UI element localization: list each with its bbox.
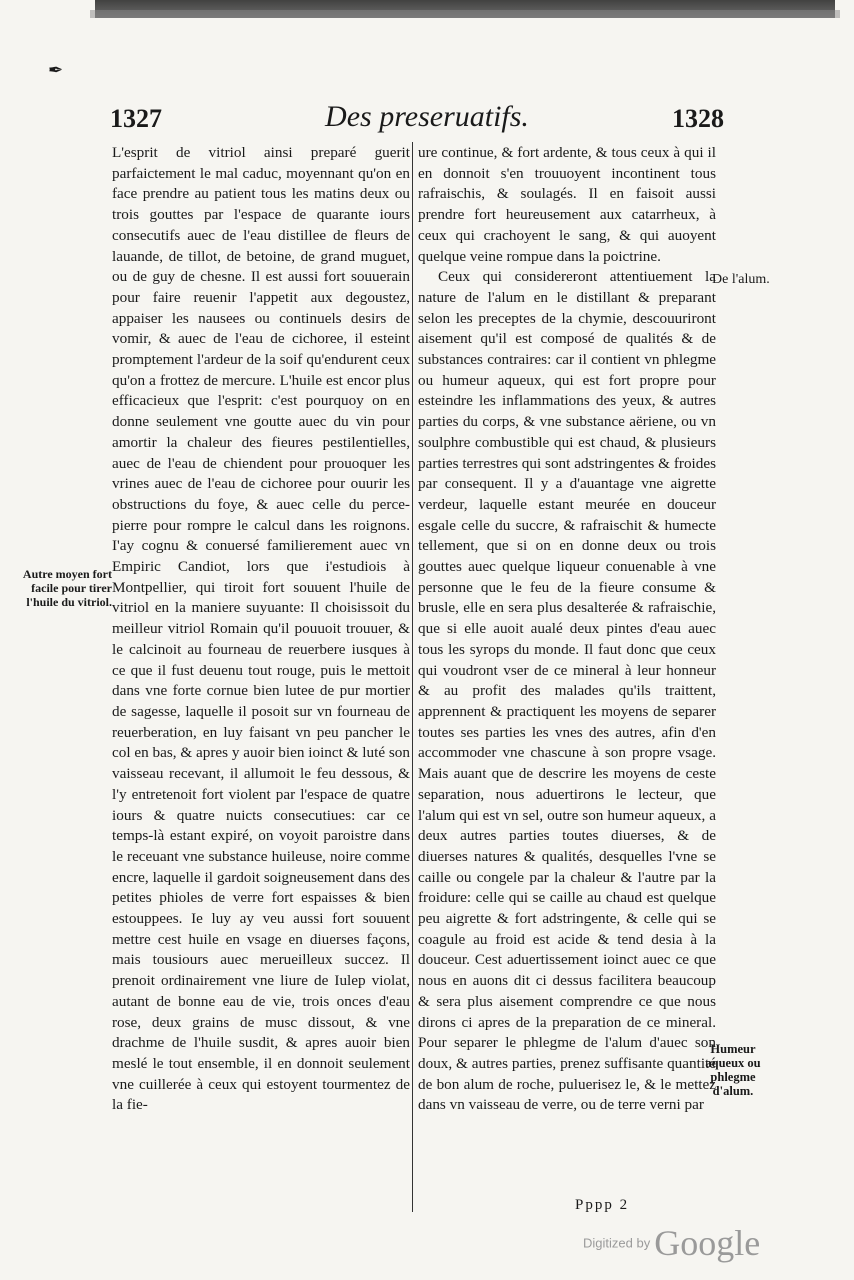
ink-mark: ✒ bbox=[48, 60, 64, 80]
right-column-paragraph-2: Ceux qui considereront attentiuement la nature de l'alum en le distillant & preparant selon les preceptes de la chymie, descouuriront aisement qu'il est composé de qualités & de substances contraires: car il contient vn phlegme ou humeur aqueux, qui est fort propre pour esteindre les inflammations des yeux, & autres parties du corps, & vne substance aëriene, ou vn soulphre combustible qui est chaud, & plusieurs parties terrestres qui sont adstringentes & froides par consequent. Il y a d'auantage vne aigrette verdeur, laquelle estant meurée en douceur esgale celle du succre, & rafraischit & humecte tellement, que si on en donne deux ou trois gouttes auec quelque liqueur conuenable à vne personne que le feu de la fieure consume & brusle, elle en sera plus desalterée & rafraischie, que si elle auoit aualé deux pintes d'eau auec tous les syrops du monde. Il faut donc que ceux qui voudront vser de ce mineral à leur honneur & au profit des malades qu'ils traittent, apprennent & practiquent les moyens de separer toutes ses parties les vnes des autres, afin d'en accommoder vne chascune à son propre vsage. Mais auant que de descrire les moyens de ceste separation, nous aduertirons le lecteur, que l'alum qui est vn sel, outre son humeur aqueux, a deux autres parties toutes diuerses, & de diuerses natures & qualités, desquelles l'vne se caille ou congele par la chaleur & l'autre par la froidure: celle qui se caille au chaud est quelque peu aigrette & fort adstringente, & celle qui se coagule au froid est acide & tend desia à la douceur. Cest aduertissement ioinct auec ce que nous en auons dit ci dessus facilitera beaucoup & sera plus aisement comprendre ce que nous dirons ci apres de la preparation de ce mineral. Pour separer le phlegme de l'alum d'auec son doux, & autres parties, prenez suffisante quantité de bon alum de roche, puluerisez le, & le mettez dans vn vaisseau de verre, ou de terre verni par bbox=[418, 268, 716, 1114]
marginal-note-left: Autre moyen fort facile pour tirer l'huile du vitriol. bbox=[22, 567, 112, 609]
right-column bbox=[418, 143, 716, 1116]
column-divider bbox=[412, 142, 413, 1212]
page-number-right: 1328 bbox=[672, 104, 724, 133]
signature-mark: Pppp 2 bbox=[575, 1197, 630, 1213]
marginal-note-alum: De l'alum. bbox=[712, 272, 770, 287]
scan-top-shadow bbox=[90, 10, 840, 18]
left-column-text: L'esprit de vitriol ainsi preparé guerit parfaictement le mal caduc, moyennant qu'on en face prendre au patient tous les matins deux ou trois gouttes par l'espace de quarante iours consecutifs auec de l'eau distillee de fleurs de lauande, de tillot, de betoine, de grand muguet, ou de guy de chesne. Il est aussi fort souuerain pour faire reuenir l'appetit aux degoustez, appaiser les nausees ou continuels desirs de vomir, & auec de l'eau de cichoree, il esteint promptement l'ardeur de la soif qu'endurent ceux qu'on a frottez de mercure. L'huile est encor plus efficacieux que l'esprit: c'est pourquoy on en donne seulement vne goutte auec du vin pour amortir la chaleur des fieures pestilentielles, auec de l'eau de chiendent pour prouoquer les vrines auec de l'eau de cichoree pour ouurir les obstructions du foye, & auec celle du perce-pierre pour rompre le calcul dans les roignons. I'ay cognu & conuersé familierement auec vn Empiric Candiot, lors que i'estudiois à Montpellier, qui tiroit fort souuent l'huile de vitriol en la maniere suyuante: Il choisissoit du meilleur vitriol Romain qu'il pouuoit trouuer, & le calcinoit au fourneau de reuerbere iusques à ce que il fust deuenu tout rouge, puis le mettoit dans vne forte cornue bien lutee de pur mortier de sagesse, laquelle il posoit sur vn fourneau de reuerberation, en luy faisant vn peu pancher le col en bas, & apres y auoir bien ioinct & luté son vaisseau recevant, il allumoit le feu dessous, & l'y entretenoit fort violent par l'espace de quatre iours & quatre nuicts consecutiues: car ce temps-là estant expiré, on voyoit paroistre dans le receuant vne substance huileuse, noire comme encre, laquelle il gardoit soigneusement dans des petites phioles de verre fort espaisses & bien estouppees. Ie luy ay veu aussi fort souuent mettre cest huile en vsage en diuerses façons, mais tousiours auec merueilleux succez. Il prenoit ordinairement vne liure de Iulep violat, autant de bonne eau de vie, trois onces d'eau rose, deux grains de musc dissout, & vne drachme de l'huile susdit, & apres auoir bien meslé le tout ensemble, il en donnoit seulement vne cuillerée à ceux qui estoyent tourmentez de la fie- bbox=[112, 144, 410, 1114]
digitized-watermark bbox=[583, 1222, 760, 1264]
google-logo: Google bbox=[654, 1223, 761, 1263]
left-column bbox=[112, 143, 410, 1116]
running-title: Des preseruatifs. bbox=[325, 100, 529, 133]
right-column-paragraph-1: ure continue, & fort ardente, & tous ceux à qui il en donnoit s'en trouuoyent incontinent tous rafraischis, & soulagés. Il en faisoit aussi prendre fort heureusement aux catarrheux, à ceux qui crachoyent le sang, & qui auoyent quelque veine rompue dans la poictrine. bbox=[418, 144, 716, 265]
marginal-note-phlegme: Humeur aqueux ou phlegme d'alum. bbox=[705, 1042, 761, 1098]
digitized-prefix: Digitized by bbox=[583, 1235, 651, 1251]
page-number-left: 1327 bbox=[110, 104, 162, 133]
